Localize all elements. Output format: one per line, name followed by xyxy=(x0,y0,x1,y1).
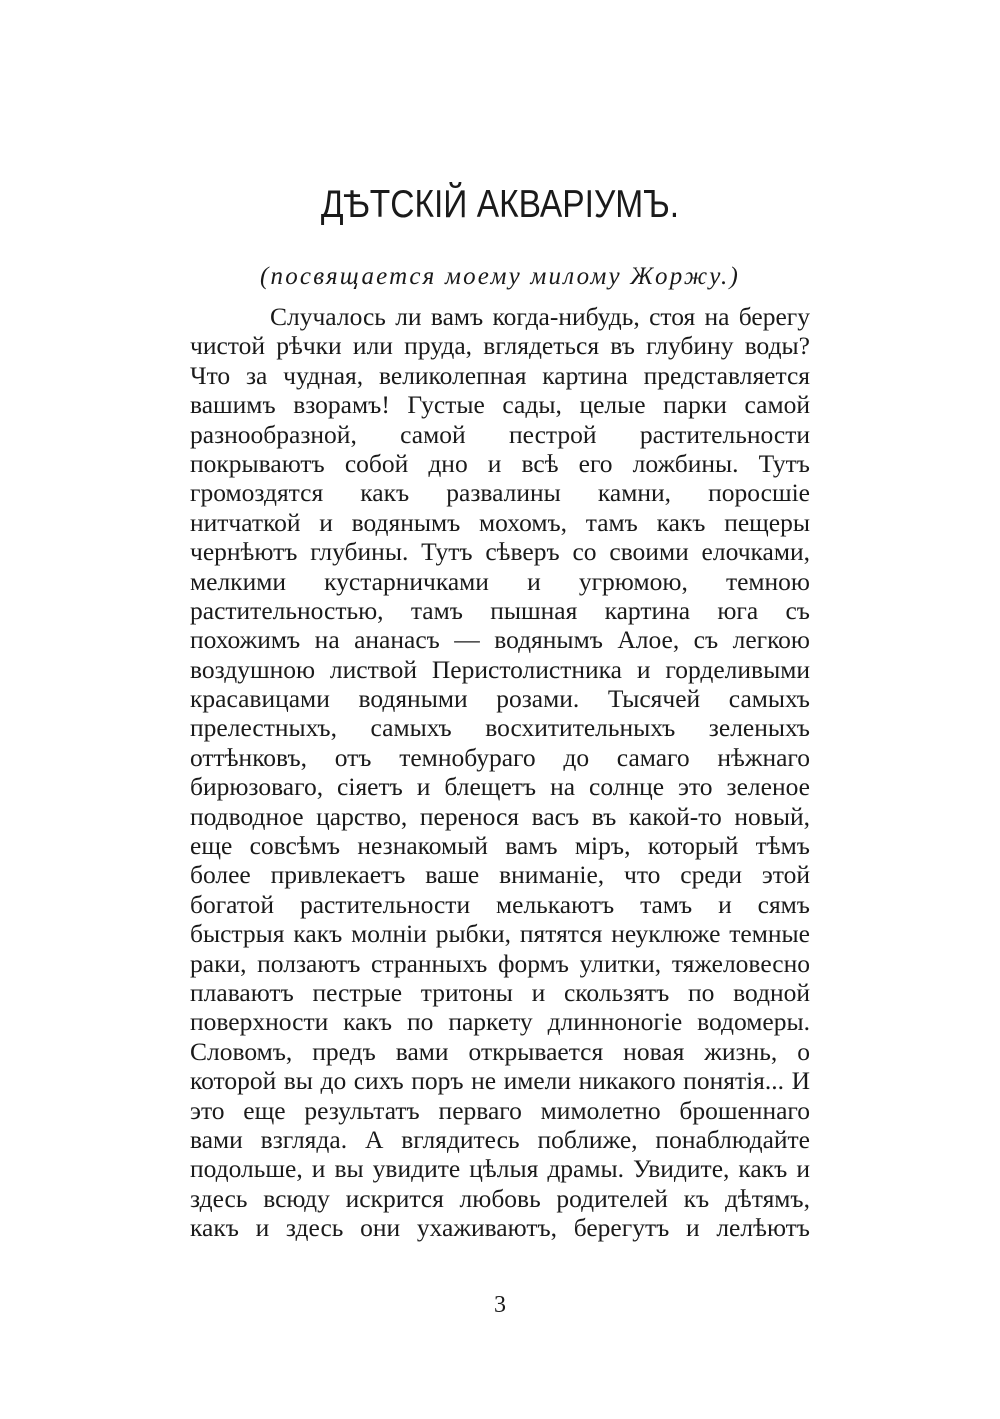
text-line: это еще результатъ перваго мимолетно брошеннаго xyxy=(190,1095,810,1125)
text-line: вами взгляда. А вглядитесь поближе, понаблюдайте xyxy=(190,1124,810,1154)
text-line: оттѣнковъ, отъ темнобураго до самаго нѣжнаго xyxy=(190,742,810,772)
text-line: чернѣютъ глубины. Тутъ сѣверъ со своими елочками, xyxy=(190,537,810,567)
text-line: Словомъ, предъ вами открывается новая жизнь, о xyxy=(190,1036,810,1066)
text-line: Что за чудная, великолепная картина представляется xyxy=(190,360,810,390)
text-line: бирюзоваго, сіяетъ и блещетъ на солнце это зеленое xyxy=(190,772,810,802)
text-line: похожимъ на ананасъ — водянымъ Алое, съ легкою xyxy=(190,625,810,655)
body-text xyxy=(190,302,810,1243)
text-line: поверхности какъ по паркету длинноногіе водомеры. xyxy=(190,1007,810,1037)
text-line: здесь всюду искрится любовь родителей къ дѣтямъ, xyxy=(190,1183,810,1213)
text-line: воздушною листвой Перистолистника и горделивыми xyxy=(190,654,810,684)
text-line: более привлекаетъ ваше вниманіе, что среди этой xyxy=(190,860,810,890)
text-line: быстрыя какъ молніи рыбки, пятятся неуклюже темные xyxy=(190,919,810,949)
text-line: вашимъ взорамъ! Густые сады, целые парки самой xyxy=(190,390,810,420)
text-line: еще совсѣмъ незнакомый вамъ міръ, который тѣмъ xyxy=(190,831,810,861)
text-line: которой вы до сихъ поръ не имели никакого понятія... И xyxy=(190,1066,810,1096)
text-line: покрываютъ собой дно и всѣ его ложбины. Тутъ xyxy=(190,448,810,478)
text-line: подольше, и вы увидите цѣлыя драмы. Увидите, какъ и xyxy=(190,1154,810,1184)
dedication: (посвящается моему милому Жоржу.) xyxy=(260,263,740,290)
text-line: раки, ползаютъ странныхъ формъ улитки, тяжеловесно xyxy=(190,948,810,978)
text-line: богатой растительности мелькаютъ тамъ и сямъ xyxy=(190,889,810,919)
text-line: чистой рѣчки или пруда, вглядеться въ глубину воды? xyxy=(190,331,810,361)
text-line: растительностью, тамъ пышная картина юга съ xyxy=(190,595,810,625)
text-line: Случалось ли вамъ когда-нибудь, стоя на берегу xyxy=(270,302,810,331)
text-line: прелестныхъ, самыхъ восхитительныхъ зеленыхъ xyxy=(190,713,810,743)
text-line: нитчаткой и водянымъ мохомъ, тамъ какъ пещеры xyxy=(190,507,810,537)
text-line: разнообразной, самой пестрой растительности xyxy=(190,419,810,449)
text-line: красавицами водяными розами. Тысячей самыхъ xyxy=(190,684,810,714)
text-line: подводное царство, перенося васъ въ какой-то новый, xyxy=(190,801,810,831)
text-line: плаваютъ пестрые тритоны и скользятъ по водной xyxy=(190,977,810,1007)
chapter-title: ДѢТСКІЙ АКВАРІУМЪ. xyxy=(320,183,680,226)
text-line: какъ и здесь они ухаживаютъ, берегутъ и лелѣютъ xyxy=(190,1213,810,1243)
text-line: громоздятся какъ развалины камни, поросшіе xyxy=(190,478,810,508)
page-number: 3 xyxy=(494,1292,506,1318)
text-line: мелкими кустарничками и угрюмою, темною xyxy=(190,566,810,596)
